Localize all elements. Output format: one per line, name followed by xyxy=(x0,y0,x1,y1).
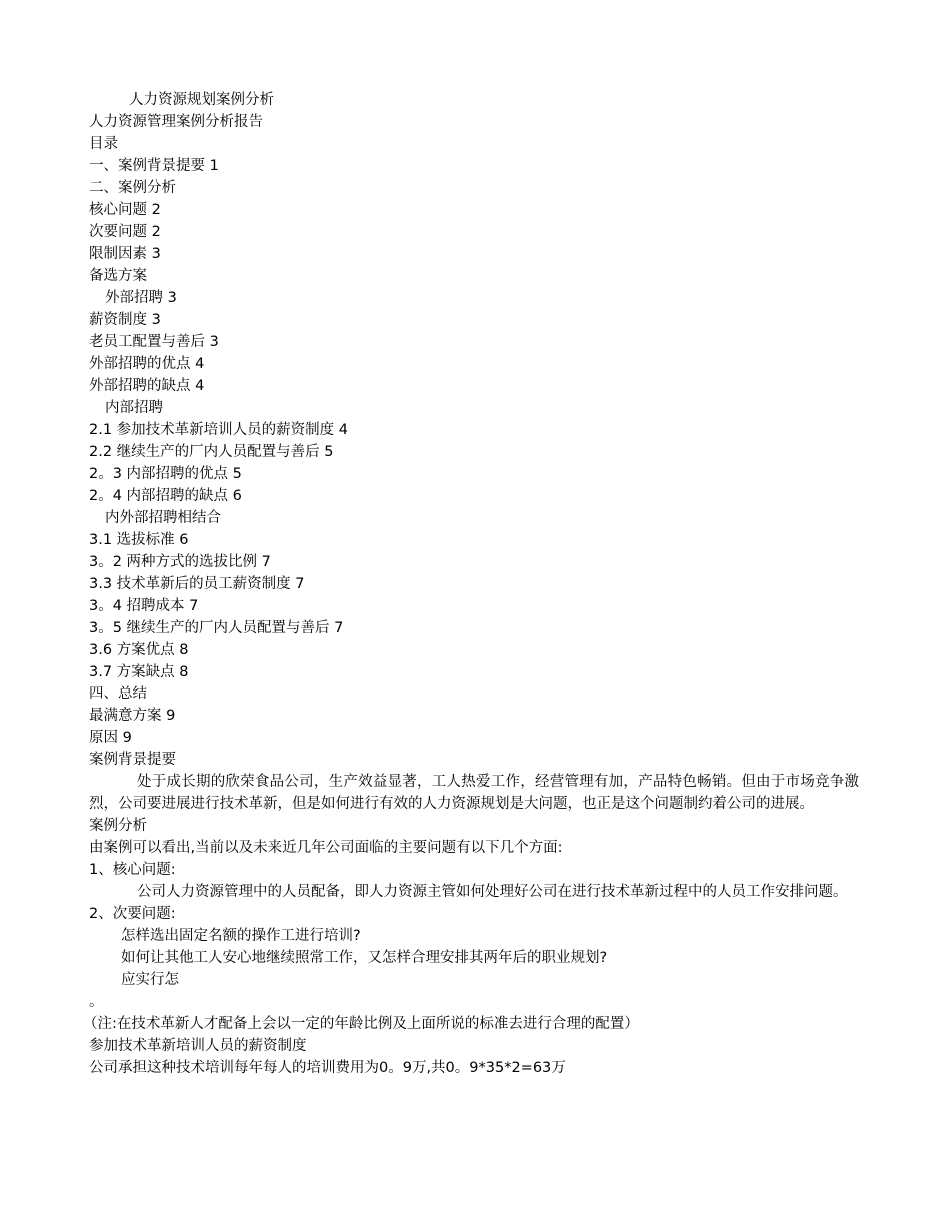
toc-entry: 老员工配置与善后 3 xyxy=(89,334,219,350)
toc-entry: 次要问题 2 xyxy=(89,224,161,240)
period-mark: 。 xyxy=(89,994,104,1010)
toc-entry: 最满意方案 9 xyxy=(89,708,176,724)
toc-entry: 原因 9 xyxy=(89,730,132,746)
toc-entry: 3。2 两种方式的选拔比例 7 xyxy=(89,554,271,570)
note-text: （注:在技术革新人才配备上会以一定的年龄比例及上面所说的标准去进行合理的配置） xyxy=(83,1016,639,1032)
analysis-intro: 由案例可以看出,当前以及未来近几年公司面临的主要问题有以下几个方面: xyxy=(89,840,563,856)
toc-entry: 2。4 内部招聘的缺点 6 xyxy=(89,488,242,504)
toc-entry: 内部招聘 xyxy=(105,400,163,416)
toc-entry: 2。3 内部招聘的优点 5 xyxy=(89,466,242,482)
core-problem-paragraph: 公司人力资源管理中的人员配备，即人力资源主管如何处理好公司在进行技术革新过程中的人员工作安排问题。 xyxy=(137,884,848,900)
document-title: 人力资源规划案例分析 xyxy=(129,92,274,108)
toc-entry: 2.2 继续生产的厂内人员配置与善后 5 xyxy=(89,444,334,460)
toc-entry: 外部招聘的优点 4 xyxy=(89,356,205,372)
background-heading: 案例背景提要 xyxy=(89,752,176,768)
analysis-heading: 案例分析 xyxy=(89,818,147,834)
toc-entry: 薪资制度 3 xyxy=(89,312,161,328)
toc-entry: 限制因素 3 xyxy=(89,246,161,262)
toc-entry: 四、总结 xyxy=(89,686,147,702)
toc-entry: 一、案例背景提要 1 xyxy=(89,158,219,174)
training-cost-line: 公司承担这种技术培训每年每人的培训费用为0。9万,共0。9*35*2=63万 xyxy=(89,1060,566,1076)
toc-entry: 3。4 招聘成本 7 xyxy=(89,598,199,614)
toc-entry: 外部招聘的缺点 4 xyxy=(89,378,205,394)
minor-question-2: 如何让其他工人安心地继续照常工作，又怎样合理安排其两年后的职业规划? xyxy=(121,950,608,966)
toc-entry: 内外部招聘相结合 xyxy=(105,510,221,526)
toc-entry: 备选方案 xyxy=(89,268,147,284)
toc-entry: 3.1 选拔标准 6 xyxy=(89,532,189,548)
document-page xyxy=(83,89,859,1079)
toc-entry: 2.1 参加技术革新培训人员的薪资制度 4 xyxy=(89,422,349,438)
core-problem-label: 1、核心问题: xyxy=(89,862,176,878)
toc-entry: 核心问题 2 xyxy=(89,202,161,218)
minor-question-1: 怎样选出固定名额的操作工进行培训? xyxy=(121,928,361,944)
toc-entry: 外部招聘 3 xyxy=(105,290,177,306)
toc-entry: 二、案例分析 xyxy=(89,180,176,196)
toc-entry: 3.7 方案缺点 8 xyxy=(89,664,189,680)
background-paragraph: 处于成长期的欣荣食品公司，生产效益显著，工人热爱工作，经营管理有加，产品特色畅销。但由于市场竞争激烈，公司要进展进行技术革新，但是如何进行有效的人力资源规划是大问题，也正是这个问题制约着公司的进展。 xyxy=(89,774,859,812)
toc-entry: 3.3 技术革新后的员工薪资制度 7 xyxy=(89,576,305,592)
toc-entry: 3。5 继续生产的厂内人员配置与善后 7 xyxy=(89,620,344,636)
toc-heading: 目录 xyxy=(89,136,118,152)
salary-heading: 参加技术革新培训人员的薪资制度 xyxy=(89,1038,307,1054)
minor-question-3: 应实行怎 xyxy=(121,972,179,988)
table-of-contents xyxy=(89,155,859,749)
minor-problem-label: 2、次要问题: xyxy=(89,906,176,922)
toc-entry: 3.6 方案优点 8 xyxy=(89,642,189,658)
report-title: 人力资源管理案例分析报告 xyxy=(89,114,263,130)
